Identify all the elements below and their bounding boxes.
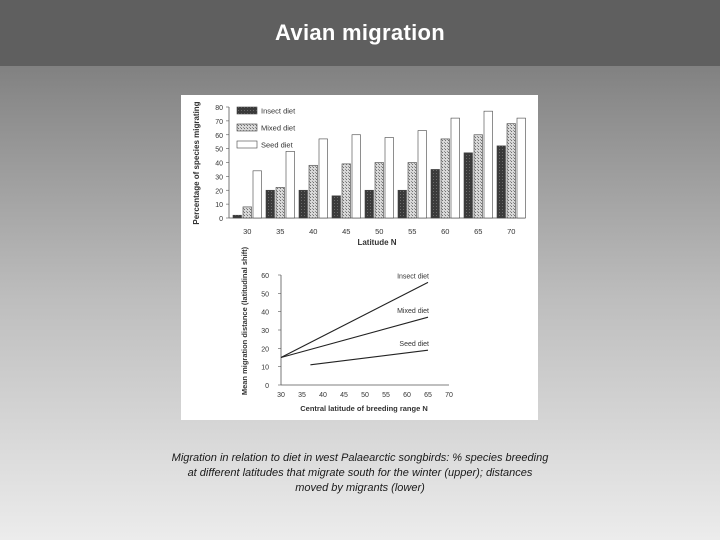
bar-mixed-diet <box>276 187 285 218</box>
bar-xtick-label: 45 <box>342 227 351 236</box>
bar-insect-diet <box>497 146 506 218</box>
bar-xtick-label: 55 <box>408 227 417 236</box>
bar-mixed-diet <box>474 135 483 218</box>
line-xtick-label: 70 <box>445 392 453 399</box>
title-bar <box>0 0 720 66</box>
legend-swatch <box>237 107 257 114</box>
bar-seed-diet <box>484 111 493 218</box>
line-ytick-label: 10 <box>261 364 269 372</box>
line-xtick-label: 45 <box>340 392 348 399</box>
bar-xtick-label: 40 <box>309 227 318 236</box>
bar-insect-diet <box>266 190 275 218</box>
line-xtick-label: 35 <box>298 392 306 399</box>
line-xtick-label: 60 <box>403 392 411 399</box>
bar-insect-diet <box>233 215 242 218</box>
line-ylabel: Mean migration distance (latitudinal shift) <box>240 246 249 396</box>
bar-seed-diet <box>385 138 394 218</box>
line-label-insect-diet: Insect diet <box>397 273 429 281</box>
bar-ylabel: Percentage of species migrating <box>192 101 201 225</box>
bar-ytick-label: 20 <box>215 188 223 196</box>
bar-mixed-diet <box>375 163 384 219</box>
line-xtick-label: 55 <box>382 392 390 399</box>
line-seed-diet <box>310 350 428 365</box>
figure-svg <box>181 95 538 420</box>
bar-ytick-label: 30 <box>215 174 223 182</box>
bar-ytick-label: 0 <box>219 216 223 223</box>
legend-label: Seed diet <box>261 140 293 150</box>
slide-title: Avian migration <box>275 20 445 45</box>
bar-xtick-label: 30 <box>243 227 252 236</box>
bar-mixed-diet <box>342 164 351 218</box>
bar-chart <box>192 101 526 247</box>
bar-ytick-label: 70 <box>215 118 223 126</box>
bar-seed-diet <box>319 139 328 218</box>
bar-seed-diet <box>451 118 460 218</box>
line-ytick-label: 0 <box>265 383 269 390</box>
bar-seed-diet <box>418 131 427 218</box>
legend-swatch <box>237 124 257 131</box>
bar-insect-diet <box>332 196 341 218</box>
line-ytick-label: 20 <box>261 346 269 354</box>
bar-seed-diet <box>286 151 295 218</box>
line-ytick-label: 50 <box>261 291 269 299</box>
line-mixed-diet <box>281 317 428 357</box>
bar-xtick-label: 70 <box>507 227 516 236</box>
line-xlabel: Central latitude of breeding range N <box>300 404 428 413</box>
line-label-mixed-diet: Mixed diet <box>397 308 429 316</box>
figure-caption: Migration in relation to diet in west Palaearctic songbirds: % species breeding at different latitudes that migrate south for the winter (upper); distances moved by migrants (lower) <box>171 452 549 494</box>
line-ytick-label: 30 <box>261 328 269 335</box>
line-chart <box>240 246 453 413</box>
bar-mixed-diet <box>507 124 516 218</box>
line-label-seed-diet: Seed diet <box>399 341 429 349</box>
bar-mixed-diet <box>441 139 450 218</box>
bar-insect-diet <box>299 190 308 218</box>
legend-label: Insect diet <box>261 106 296 116</box>
line-xtick-label: 50 <box>361 392 369 399</box>
bar-ytick-label: 80 <box>215 105 223 112</box>
bar-insect-diet <box>431 169 440 218</box>
bar-insect-diet <box>398 190 407 218</box>
line-xtick-label: 30 <box>277 392 285 399</box>
bar-mixed-diet <box>243 207 252 218</box>
line-ytick-label: 40 <box>261 309 269 317</box>
line-xtick-label: 65 <box>424 392 432 399</box>
bar-ytick-label: 40 <box>215 160 223 168</box>
line-ytick-label: 60 <box>261 273 269 280</box>
bar-xtick-label: 60 <box>441 227 450 236</box>
legend-swatch <box>237 141 257 148</box>
bar-insect-diet <box>464 153 473 218</box>
bar-xlabel: Latitude N <box>357 238 397 247</box>
bar-mixed-diet <box>408 163 417 219</box>
bar-seed-diet <box>352 135 361 218</box>
bar-xtick-label: 50 <box>375 227 384 236</box>
line-xtick-label: 40 <box>319 392 327 399</box>
legend-label: Mixed diet <box>261 123 296 133</box>
bar-insect-diet <box>365 190 374 218</box>
bar-ytick-label: 50 <box>215 146 223 154</box>
bar-ytick-label: 10 <box>215 202 223 210</box>
bar-ytick-label: 60 <box>215 132 223 140</box>
figure-panel <box>181 95 538 420</box>
bar-mixed-diet <box>309 165 318 218</box>
bar-seed-diet <box>253 171 262 218</box>
bar-seed-diet <box>517 118 526 218</box>
bar-xtick-label: 65 <box>474 227 483 236</box>
bar-xtick-label: 35 <box>276 227 285 236</box>
